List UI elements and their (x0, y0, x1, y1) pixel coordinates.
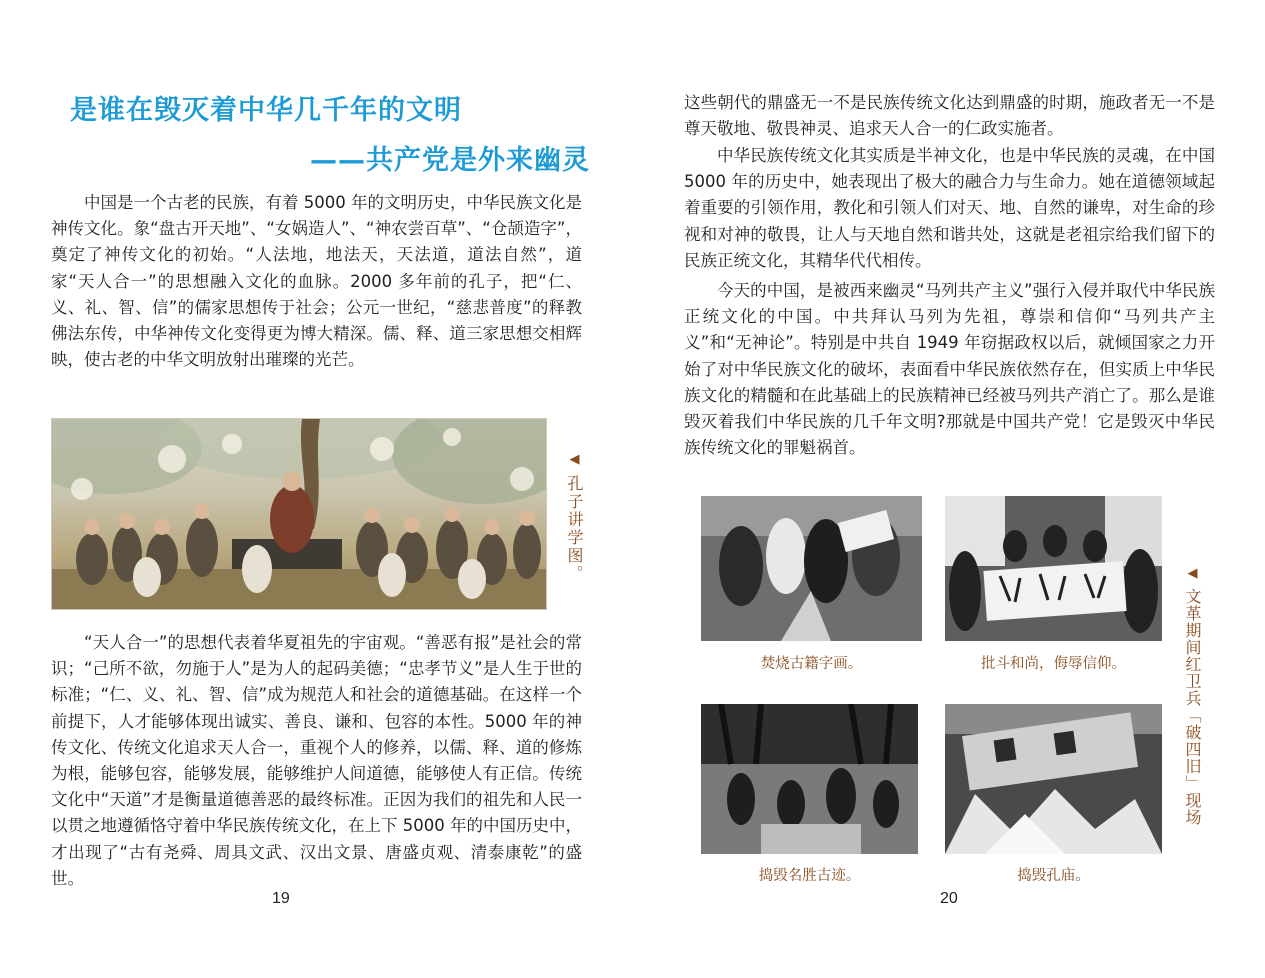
photo-caption: 捣毁名胜古迹。 (758, 868, 861, 884)
painting-illustration (52, 419, 546, 609)
photo-confucius-temple-image (945, 704, 1162, 854)
page-number: 20 (940, 890, 958, 907)
photo-burning-books (701, 496, 922, 641)
culture-paragraph: 中华民族传统文化其实质是半神文化，也是中华民族的灵魂，在中国 5000 年的历史中，她表现出了极大的融合力与生命力。她在道德领域起着重要的引领作用，教化和引领人们对天、地、自然的谦卑，对生命的珍视和对神的敬畏，让人与天地自然和谐共处，这就是老祖宗给我们留下的民族正统文化，其精华代代相传。 (684, 146, 1215, 270)
photo-caption: 焚烧古籍字画。 (760, 656, 863, 672)
page-number: 19 (272, 890, 290, 907)
today-china-paragraph: 今天的中国，是被西来幽灵“马列共产主义”强行入侵并取代中华民族正统文化的中国。中共拜认马列为先祖，尊崇和信仰“马列共产主义”和“无神论”。特别是中共自 1949 年窃据政权以后，就倾国家之力开始了对中华民族文化的破坏，表面看中华民族依然存在，但实质上中华民族文化的精髓和在此基础上的民族精神已经被马列共产消亡了。那么是谁毁灭着我们中华民族的几千年文明?那就是中国共产党！它是毁灭中华民族传统文化的罪魁祸首。 (684, 281, 1215, 458)
continuation-paragraph: 这些朝代的鼎盛无一不是民族传统文化达到鼎盛的时期，施政者无一不是尊天敬地、敬畏神灵、追求天人合一的仁政实施者。 (684, 93, 1215, 139)
confucius-teaching-painting (51, 418, 547, 610)
photo-destroying-confucius-temple (945, 704, 1162, 854)
photo-burning-books-image (701, 496, 922, 641)
page-subtitle: ——共产党是外来幽灵 (310, 145, 590, 176)
photo-monks-struggle-image (945, 496, 1162, 641)
photo-destroying-monuments-image (701, 704, 918, 854)
painting-caption: ◀孔子讲学图。 (565, 452, 584, 583)
left-page (0, 0, 632, 978)
triangle-marker-icon: ◀ (1185, 566, 1200, 582)
photos-side-caption: ◀文革期间红卫兵「破四旧」现场 (1183, 566, 1202, 826)
photo-monks-struggle (945, 496, 1162, 641)
photo-caption: 捣毁孔庙。 (1017, 868, 1090, 884)
body-paragraph: “天人合一”的思想代表着华夏祖先的宇宙观。“善恶有报”是社会的常识；“己所不欲，勿施于人”是为人的起码美德；“忠孝节义”是人生于世的标准；“仁、义、礼、智、信”成为规范人和社会的道德基础。在这样一个前提下，人才能够体现出诚实、善良、谦和、包容的本性。5000 年的神传文化、传统文化追求天人合一，重视个人的修养，以儒、释、道的修炼为根，能够包容，能够发展，能够维护人间道德，能够使人有正信。传统文化中“天道”才是衡量道德善恶的最终标准。正因为我们的祖先和人民一以贯之地遵循恪守着中华民族传统文化，在上下 5000 年的中国历史中，才出现了“古有尧舜、周具文武、汉出文景、唐盛贞观、清泰康乾”的盛世。 (51, 633, 582, 888)
photo-caption: 批斗和尚，侮辱信仰。 (981, 656, 1126, 672)
page-title: 是谁在毁灭着中华几千年的文明 (70, 95, 462, 126)
photo-destroying-monuments (701, 704, 918, 854)
triangle-marker-icon: ◀ (567, 452, 582, 469)
intro-paragraph: 中国是一个古老的民族，有着 5000 年的文明历史，中华民族文化是神传文化。象“盘古开天地”、“女娲造人”、“神农尝百草”、“仓颉造字”，奠定了神传文化的初始。“人法地，地法天，天法道，道法自然”，道家“天人合一”的思想融入文化的血脉。2000 多年前的孔子，把“仁、义、礼、智、信”的儒家思想传于社会；公元一世纪，“慈悲普度”的释教佛法东传，中华神传文化变得更为博大精深。儒、释、道三家思想交相辉映，使古老的中华文明放射出璀璨的光芒。 (51, 193, 582, 370)
